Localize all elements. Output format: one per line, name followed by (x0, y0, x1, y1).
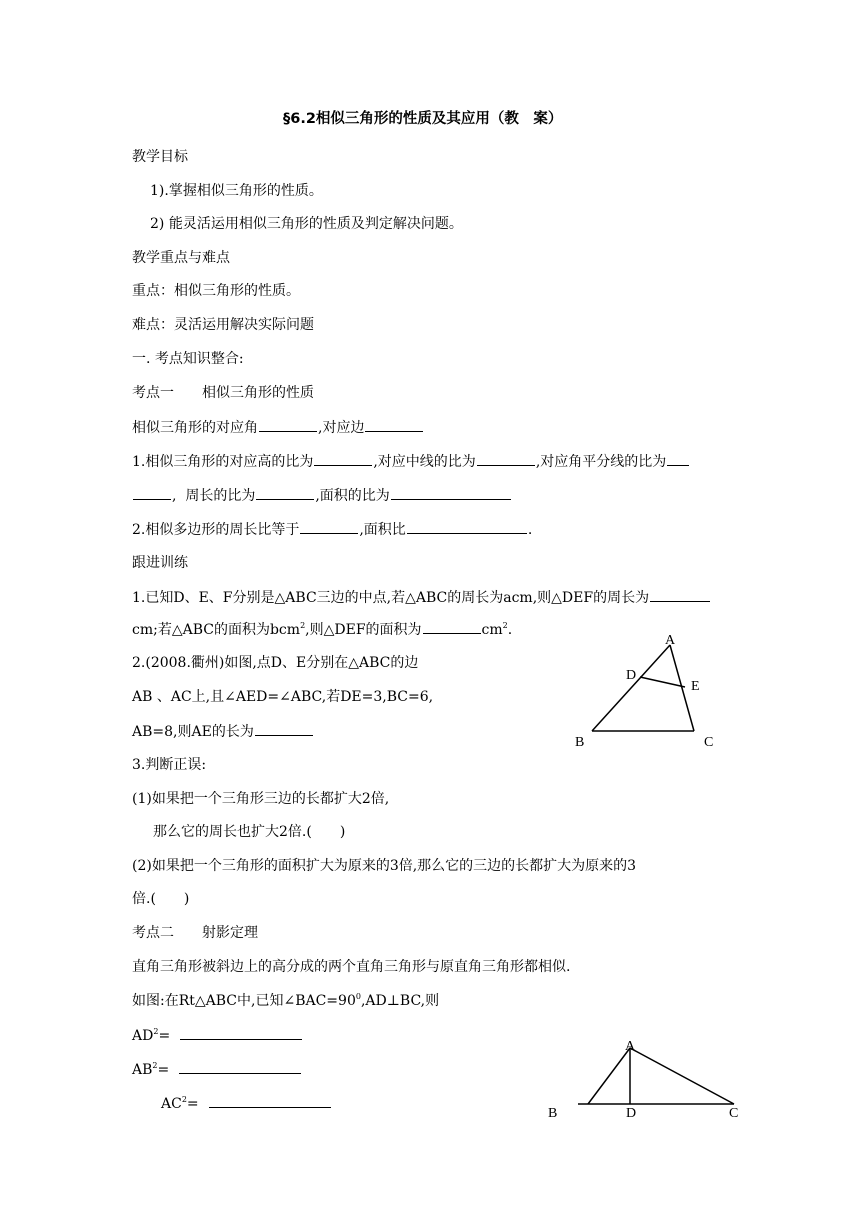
exercise-1-line2 (132, 620, 512, 639)
answer-blank (300, 520, 358, 534)
question-1-line1 (132, 452, 690, 471)
side-ab (592, 645, 670, 731)
q2-text-b: ,面积比 (359, 522, 406, 538)
focus-key: 重点：相似三角形的性质。 (132, 283, 300, 299)
superscript: 2 (502, 621, 508, 630)
eq-sign: = (158, 1028, 171, 1044)
focus-difficulty: 难点：灵活运用解决实际问题 (132, 317, 314, 333)
objective-1: 1).掌握相似三角形的性质。 (150, 183, 323, 199)
exercise-3-line2: (1)如果把一个三角形三边的长都扩大2倍, (132, 791, 390, 807)
side-ac (670, 645, 694, 731)
eq-sign: = (157, 1062, 170, 1078)
superscript: 2 (300, 621, 306, 630)
exercise-1-line1 (132, 588, 711, 607)
answer-blank (365, 418, 423, 432)
equation-ad (132, 1026, 303, 1045)
label-c: C (729, 1106, 739, 1121)
label-a: A (665, 633, 676, 648)
projection-statement: 直角三角形被斜边上的高分成的两个直角三角形与原直角三角形都相似. (132, 959, 571, 975)
figure-intro (132, 992, 439, 1010)
answer-blank (391, 486, 511, 500)
corresponding-line (132, 418, 424, 437)
side-ab (588, 1048, 630, 1104)
focus-heading: 教学重点与难点 (132, 250, 230, 266)
exercise-3-line1: 3.判断正误: (132, 757, 207, 773)
answer-blank (650, 588, 710, 602)
q2-text-a: 2.相似多边形的周长比等于 (132, 522, 300, 538)
exercise-3-line4: (2)如果把一个三角形的面积扩大为原来的3倍,那么它的三边的长都扩大为原来的3 (132, 858, 637, 874)
answer-blank (259, 418, 317, 432)
page-title: §6.2相似三角形的性质及其应用（教 案） (283, 111, 563, 127)
answer-blank (477, 452, 535, 466)
eq-base: AB (132, 1062, 153, 1078)
equation-ab (132, 1060, 302, 1079)
segment-de (640, 677, 685, 687)
label-a: A (625, 1039, 636, 1054)
label-d: D (626, 1106, 637, 1121)
label-d: D (626, 668, 637, 683)
answer-blank (314, 452, 372, 466)
corresponding-side-text: ,对应边 (318, 420, 365, 436)
superscript: 2 (153, 1027, 159, 1036)
label-c: C (704, 735, 714, 750)
label-b: B (548, 1106, 558, 1121)
q2-text-c: . (527, 522, 533, 538)
question-2 (132, 520, 532, 539)
e1-text-d: cm (481, 622, 503, 638)
answer-blank (209, 1094, 331, 1108)
exercise-2-line1: 2.(2008.衢州)如图,点D、E分别在△ABC的边 (132, 655, 419, 671)
objective-2: 2) 能灵活运用相似三角形的性质及判定解决问题。 (150, 216, 463, 232)
label-b: B (575, 735, 585, 750)
answer-blank (407, 520, 527, 534)
eq-sign: = (186, 1096, 199, 1112)
q1-text-b: ,对应中线的比为 (373, 454, 476, 470)
question-1-line2: , 周长的比为 ,面积的比为 (132, 486, 512, 505)
label-e: E (691, 679, 700, 694)
answer-blank (180, 1026, 302, 1040)
equation-ac (161, 1094, 332, 1113)
q1-text-e: ,面积的比为 (315, 488, 390, 504)
eq-base: AC (161, 1096, 182, 1112)
exercise-2-line3 (132, 722, 314, 741)
corresponding-angle-text: 相似三角形的对应角 (132, 420, 258, 436)
objectives-heading: 教学目标 (132, 149, 188, 165)
answer-blank (179, 1060, 301, 1074)
answer-blank (256, 486, 314, 500)
point1-title: 考点一 相似三角形的性质 (132, 385, 314, 401)
point2-title: 考点二 射影定理 (132, 925, 258, 941)
figure-intro-text-b: ,AD⊥BC,则 (360, 993, 440, 1009)
eq-base: AD (132, 1028, 154, 1044)
e1-text-e: . (507, 622, 513, 638)
exercise-2-line2: AB 、AC上,且∠AED=∠ABC,若DE=3,BC=6, (132, 689, 434, 705)
figure-intro-text-a: 如图:在Rt△ABC中,已知∠BAC=90 (132, 993, 356, 1009)
answer-blank (667, 452, 689, 466)
superscript: 2 (152, 1061, 158, 1070)
superscript: 2 (181, 1095, 187, 1104)
superscript: 0 (355, 992, 361, 1001)
q1-text-d: 周长的比为 (185, 488, 256, 504)
answer-blank (255, 722, 313, 736)
q1-text-a: 1.相似三角形的对应高的比为 (132, 454, 314, 470)
answer-blank (423, 620, 481, 634)
e1-text-c: ,则△DEF的面积为 (305, 622, 422, 638)
e2-text: AB=8,则AE的长为 (132, 724, 254, 740)
practice-heading: 跟进训练 (132, 555, 188, 571)
exercise-3-line5: 倍.( ) (132, 891, 190, 907)
e1-text-a: 1.已知D、E、F分别是△ABC三边的中点,若△ABC的周长为acm,则△DEF的周长为 (132, 590, 650, 606)
side-ac (630, 1048, 734, 1104)
answer-blank (133, 486, 171, 500)
q1-text-c: ,对应角平分线的比为 (535, 454, 667, 470)
exercise-3-line3: 那么它的周长也扩大2倍.( ) (153, 824, 346, 840)
section1-heading: 一. 考点知识整合: (132, 351, 244, 367)
e1-text-b: cm;若△ABC的面积为bcm (132, 622, 301, 638)
